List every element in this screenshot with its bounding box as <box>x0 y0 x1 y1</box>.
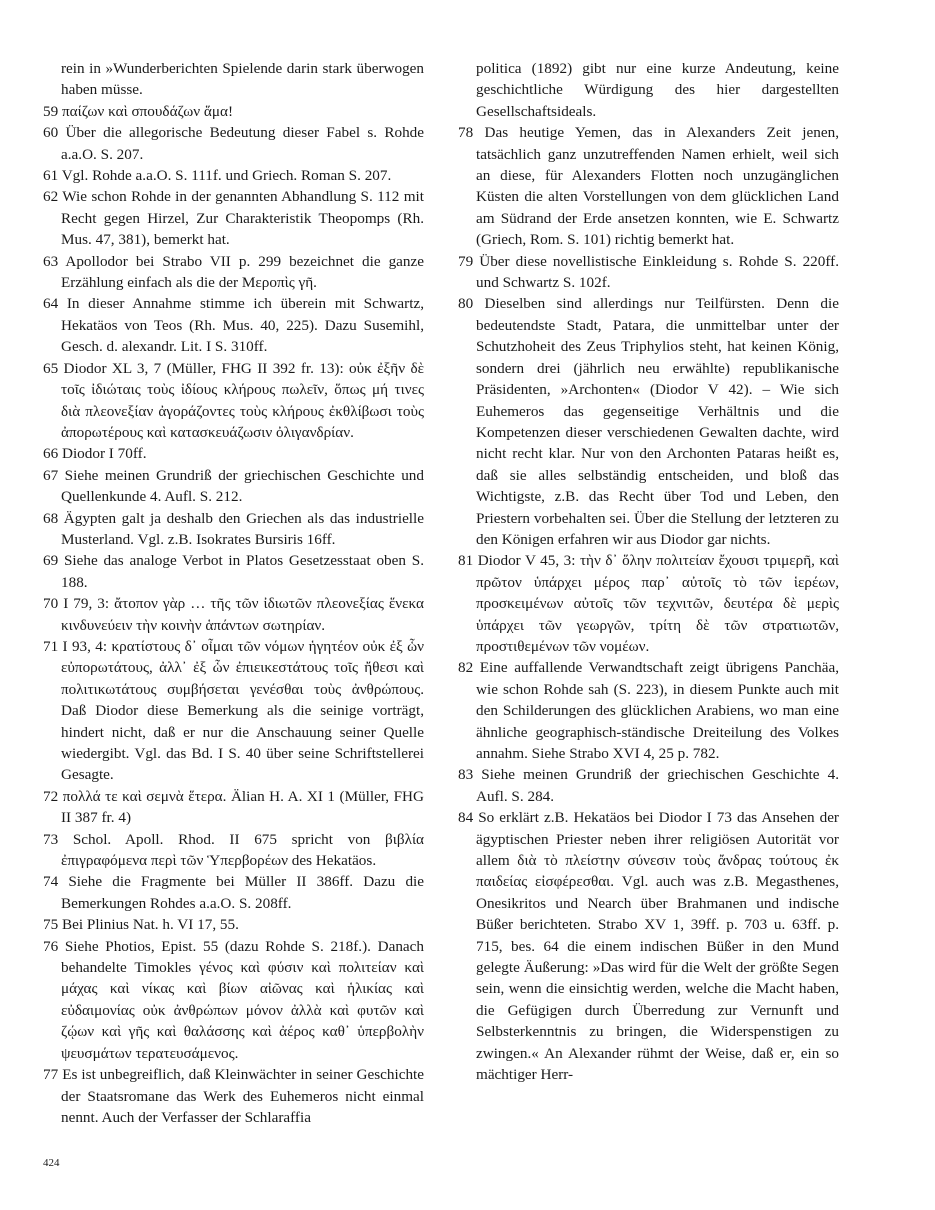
footnote-67: 67 Siehe meinen Grundriß der griechischen Geschichte und Quellenkunde 4. Aufl. S. 212. <box>43 466 424 506</box>
footnote-76: 76 Siehe Photios, Epist. 55 (dazu Rohde S. 218f.). Danach behandelte Timokles γένος καὶ φύσιν καὶ πολιτείαν καὶ μάχας καὶ νίκας καὶ βίων αἰῶνας καὶ ἡλικίας καὶ εὐδαιμονίας οὐκ ἀνθρώπων μόνον ἀλλὰ καὶ φυτῶν καὶ ζῴων καὶ γῆς καὶ θαλάσσης καὶ ἀέρος καθ᾽ ὑπερβολὴν ψευσμάτων τερατευσάμενος. <box>43 937 424 1062</box>
footnote-68: 68 Ägypten galt ja deshalb den Griechen als das industrielle Musterland. Vgl. z.B. Isokrates Bursiris 16ff. <box>43 509 424 548</box>
footnote-78: 78 Das heutige Yemen, das in Alexanders Zeit jenen, tatsächlich ganz unzutreffenden Namen erhielt, weil sich an diese, für Alexanders Flotten noch unzugänglichen Küsten die alten Vorstellungen von dem glücklichen Land am Südrand der Erde ansetzen konnten, wie E. Schwartz (Griech, Rom. S. 101) richtig bemerkt hat. <box>458 124 839 249</box>
footnote-63: 63 Apollodor bei Strabo VII p. 299 bezeichnet die ganze Erzählung einfach als die der Μεροπὶς γῆ. <box>43 252 424 292</box>
footnote-74: 74 Siehe die Fragmente bei Müller II 386ff. Dazu die Bemerkungen Rohdes a.a.O. S. 208ff. <box>43 873 424 912</box>
footnote-60: 60 Über die allegorische Bedeutung dieser Fabel s. Rohde a.a.O. S. 207. <box>43 124 424 163</box>
footnotes-left-column <box>43 58 424 1128</box>
footnote-83: 83 Siehe meinen Grundriß der griechischen Geschichte 4. Aufl. S. 284. <box>458 766 839 805</box>
footnote-62: 62 Wie schon Rohde in der genannten Abhandlung S. 112 mit Recht gegen Hirzel, Zur Charakteristik Theopomps (Rh. Mus. 47, 381), bemerkt hat. <box>43 188 424 249</box>
page-number: 424 <box>43 1157 60 1169</box>
footnote-59: 59 παίζων καὶ σπουδάζων ἅμα! <box>43 102 234 120</box>
footnote-82: 82 Eine auffallende Verwandtschaft zeigt übrigens Panchäa, wie schon Rohde sah (S. 223), in diesem Punkte auch mit den Schilderungen des glücklichen Arabiens, wo man eine ähnliche geographisch-ständische Dreiteilung des Volkes annahm. Siehe Strabo XVI 4, 25 p. 782. <box>458 659 839 762</box>
footnote-84: 84 So erklärt z.B. Hekatäos bei Diodor I 73 das Ansehen der ägyptischen Priester neben ihrer religiösen Autorität vor allem διὰ τὸ πλείστην σύνεσιν τοὺς ἄνδρας τούτους ἐκ παιδείας εἰσφέρεσθαι. Vgl. auch was z.B. Megasthenes, Onesikritos und Nearch über Brahmanen und indische Büßer berichteten. Strabo XV 1, 39ff. p. 703 u. 63ff. p. 715, bes. 64 die einem indischen Büßer in den Mund gelegte Äußerung: »Das wird für die Welt der größte Segen sein, wenn die einsichtig werden, welche die Macht haben, die Gefügigen durch Überredung zur Vernunft und Selbsterkenntnis zu bringen, die Widerspenstigen zu zwingen.« An Alexander rühmt der Weise, daß er, ein so mächtiger Herr- <box>458 809 839 1084</box>
footnotes-right-column <box>458 58 839 1086</box>
footnote-61: 61 Vgl. Rohde a.a.O. S. 111f. und Griech. Roman S. 207. <box>43 167 392 185</box>
footnote-66: 66 Diodor I 70ff. <box>43 445 147 463</box>
footnote-77-continued: politica (1892) gibt nur eine kurze Andeutung, keine geschichtliche Würdigung des hier dargestellten Gesellschaftsideals. <box>476 60 839 120</box>
footnote-65: 65 Diodor XL 3, 7 (Müller, FHG II 392 fr. 13): οὐκ ἐξῆν δὲ τοῖς ἰδιώταις τοὺς ἰδίους κλήρους πωλεῖν, ὅπως μή τινες διὰ πλεονεξίαν ἀγοράζοντες τοὺς κλήρους ἐκθλίβωσι τοὺς ἀπορωτέρους καὶ κατασκευάζωσιν ὀλιγανδρίαν. <box>43 359 424 441</box>
footnote-79: 79 Über diese novellistische Einkleidung s. Rohde S. 220ff. und Schwartz S. 102f. <box>458 252 839 292</box>
footnote-75: 75 Bei Plinius Nat. h. VI 17, 55. <box>43 916 239 934</box>
footnote-71: 71 I 93, 4: κρατίστους δ᾽ οἶμαι τῶν νόμων ἡγητέον οὐκ ἐξ ὧν εὐπορωτάτους, ἀλλ᾽ ἐξ ὧν ἐπιεικεστάτους τοῖς ἤθεσι καὶ πολιτικωτάτους συμβήσεται γενέσθαι τοὺς ἀνθρώπους. Daß Diodor diese Bemerkung als die seinige vorträgt, hindert nicht, daß er nur die Anschauung seiner Quelle wiedergibt. Vgl. das Bd. I S. 40 über seine Schriftstellerei Gesagte. <box>43 637 424 784</box>
footnote-73: 73 Schol. Apoll. Rhod. II 675 spricht von βιβλία ἐπιγραφόμενα περὶ τῶν Ὑπερβορέων des Hekatäos. <box>43 830 424 870</box>
footnote-58-continued: rein in »Wunderberichten Spielende darin stark überwogen haben müsse. <box>61 60 424 99</box>
footnote-80: 80 Dieselben sind allerdings nur Teilfürsten. Denn die bedeutendste Stadt, Patara, die unmittelbar unter der Schutzhoheit des Zeus Triphylios steht, hat keinen König, sondern drei (jährlich neu erwählte) republikanische Präsidenten, »Archonten« (Diodor V 42). – Wie sich Euhemeros das gegenseitige Verhältnis und die Kompetenzen dieser verschiedenen Gewalten dachte, wird nicht recht klar. Nur von den Archonten Pataras heißt es, daß sie alles selbständig entscheiden, und bloß das Wichtigste, z.B. das Recht über Tod und Leben, den Priestern vorbehalten sei. Über die Stellung der letzteren zu den Königen erfahren wir aus Diodor gar nichts. <box>458 295 839 548</box>
footnote-64: 64 In dieser Annahme stimme ich überein mit Schwartz, Hekatäos von Teos (Rh. Mus. 40, 225). Dazu Susemihl, Gesch. d. alexandr. Lit. I S. 310ff. <box>43 295 424 356</box>
footnote-69: 69 Siehe das analoge Verbot in Platos Gesetzesstaat oben S. 188. <box>43 552 424 591</box>
footnote-72: 72 πολλά τε καὶ σεμνὰ ἕτερα. Älian H. A. XI 1 (Müller, FHG II 387 fr. 4) <box>43 787 424 827</box>
footnote-70: 70 I 79, 3: ἄτοπον γὰρ … τῆς τῶν ἰδιωτῶν πλεονεξίας ἕνεκα κινδυνεύειν τὴν κοινὴν ἁπάντων σωτηρίαν. <box>43 595 424 634</box>
footnote-81: 81 Diodor V 45, 3: τὴν δ᾽ ὅλην πολιτείαν ἔχουσι τριμερῆ, καὶ πρῶτον ὑπάρχει μέρος παρ᾽ αὐτοῖς τὸ τῶν ἱερέων, προσκειμένων αὐτοῖς τῶν τεχνιτῶν, δευτέρα δὲ μερὶς ὑπάρχει τῶν γεωργῶν, τρίτη δὲ τῶν στρατιωτῶν, προστιθεμένων τῶν νομέων. <box>458 552 839 655</box>
footnote-77: 77 Es ist unbegreiflich, daß Kleinwächter in seiner Geschichte der Staatsromane das Werk des Euhemeros nicht einmal nennt. Auch der Verfasser der Schlaraffia <box>43 1066 424 1126</box>
